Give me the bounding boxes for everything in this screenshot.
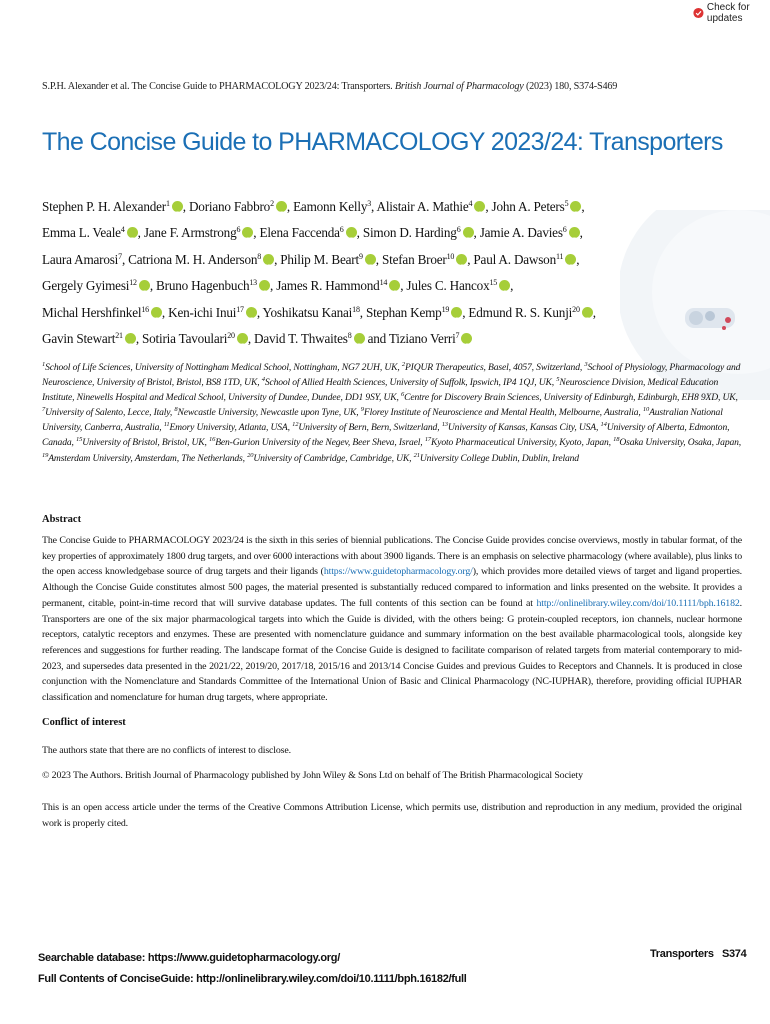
affiliation-text: University of Bern, Bern, Switzerland, [298, 422, 442, 434]
author-affiliation-number: 14 [379, 278, 388, 288]
author-separator: , [161, 304, 169, 320]
orcid-icon[interactable] [461, 333, 472, 344]
author [42, 331, 136, 346]
conflict-text: The authors state that there are no conflicts of interest to disclose. [42, 745, 291, 756]
author-affiliation-number: 17 [236, 304, 244, 314]
orcid-icon[interactable] [565, 254, 576, 265]
author-separator: , [462, 304, 469, 320]
author-separator: , [356, 225, 363, 241]
footer-links [38, 948, 467, 990]
affiliation-number: 5 [556, 376, 560, 384]
abstract-part-1: The Concise Guide to PHARMACOLOGY 2023/24 is the sixth in this series of biennial publications. The Concise Guide provides concise overviews, mostly in tabular format, of the key properties of approximately 1800 drug targets, and over 6000 interactions with about 3900 ligands. There is an emphasis on selective pharmacology (where available), plus links to the open access knowledgebase source of drug targets and their ligands ( [42, 535, 742, 578]
author-affiliation-number: 20 [227, 331, 235, 341]
author-name: Ken-ichi Inui [168, 304, 237, 320]
affiliation-number: 1 [42, 361, 46, 368]
abstract-text [42, 533, 742, 706]
author-separator: , [510, 278, 514, 294]
author-affiliation-number: 10 [446, 251, 455, 261]
author-affiliation-number: 4 [120, 225, 125, 235]
check-for-updates-badge[interactable] [693, 2, 770, 24]
affiliation-text: Ben-Gurion University of the Negev, Beer Sheva, Israel, [215, 437, 425, 449]
author-name: Philip M. Beart [280, 251, 359, 267]
author-name: Tiziano Verri [388, 331, 456, 347]
copyright-text: © 2023 The Authors. British Journal of Pharmacology published by John Wiley & Sons Ltd on behalf of The British Pharmacological Society [42, 770, 583, 781]
author-name: Gergely Gyimesi [42, 278, 130, 294]
affiliation-text: Osaka University, Osaka, Japan, [619, 437, 742, 449]
affiliation-number: 8 [174, 406, 178, 414]
affiliation-text: School of Allied Health Sciences, University of Suffolk, Ipswich, IP4 1QJ, UK, [264, 377, 557, 389]
author-name: Eamonn Kelly [293, 199, 368, 214]
author [156, 278, 270, 293]
affiliation-number: 7 [42, 406, 46, 414]
author-separator: , [137, 225, 144, 241]
abstract-part-3: . Transporters are one of the six major pharmacological targets into which the Guide is divided, with the others being: G protein-coupled receptors, ion channels, nuclear hormone receptors, catalytic receptors and enzymes. These are presented with nomenclature guidance and summary information on the best available pharmacological tools, alongside key references and suggestions for further reading. The landscape format of the Concise Guide is designed to facilitate comparison of related targets from material contemporary to mid-2023, and supersedes data presented in the 2021/22, 2019/20, 2017/18, 2015/16 and 2013/14 Concise Guides and previous Guides to Receptors and Channels. It is produced in close conjunction with the Nomenclature and Standards Committee of the International Union of Basic and Clinical Pharmacology (NC-IUPHAR), therefore, providing official IUPHAR classification and nomenclature for human drug targets, where appropriate. [42, 597, 742, 704]
author [42, 278, 150, 293]
orcid-icon[interactable] [570, 201, 581, 212]
affiliation-number: 3 [584, 361, 588, 368]
author-affiliation-number: 6 [236, 225, 241, 235]
affiliation-number: 20 [247, 451, 254, 459]
author-separator: , [274, 251, 281, 267]
article-title: The Concise Guide to PHARMACOLOGY 2023/24: Transporters [42, 128, 723, 156]
check-updates-icon [693, 6, 704, 20]
affiliation-text: Amsterdam University, Amsterdam, The Netherlands, [48, 452, 248, 464]
orcid-icon[interactable] [246, 307, 257, 318]
author-affiliation-number: 7 [455, 331, 460, 341]
orcid-icon[interactable] [237, 333, 248, 344]
affiliation-number: 4 [261, 376, 265, 384]
author-separator: , [400, 278, 407, 294]
author [382, 252, 467, 267]
affiliation-number: 13 [441, 421, 448, 429]
author-affiliation-number: 1 [165, 199, 170, 208]
author-list [42, 194, 602, 352]
running-head-journal: British Journal of Pharmacology [394, 81, 524, 92]
author-separator: , [286, 199, 294, 214]
author [366, 305, 462, 320]
author-name: Bruno Hagenbuch [156, 278, 250, 294]
orcid-icon[interactable] [172, 201, 183, 212]
page-footer [650, 948, 746, 960]
running-head-suffix: (2023) 180, S374-S469 [525, 81, 618, 92]
author [189, 199, 287, 214]
check-updates-label: Check for updates [706, 2, 750, 24]
page-number: S374 [721, 948, 747, 960]
author-affiliation-number: 3 [367, 199, 372, 208]
author [144, 225, 253, 240]
orcid-icon[interactable] [346, 227, 357, 238]
author [259, 225, 356, 240]
abstract-part-2: ), which provides more detailed views of target and ligand properties. Although the Concise Guide constitutes almost 500 pages, the material presented is substantially reduced compared to information and links presented on the website. It provides a permanent, citable, point-in-time record that will survive database updates. The full contents of this section can be found at [42, 566, 742, 609]
author-separator: , [576, 251, 580, 267]
author-affiliation-number: 11 [555, 251, 564, 261]
author-separator: , [371, 199, 377, 214]
author-affiliation-number: 15 [489, 278, 498, 288]
orcid-icon[interactable] [125, 333, 136, 344]
license-text: This is an open access article under the terms of the Creative Commons Attribution License, which permits use, distribution and reproduction in any medium, provided the original work is properly cited. [42, 802, 742, 829]
author [491, 199, 585, 214]
author-separator: , [592, 304, 596, 320]
author-name: Doriano Fabbro [188, 199, 271, 214]
author-separator: , [135, 331, 143, 347]
affiliation-number: 19 [42, 451, 49, 459]
affiliation-text: Neuroscience Division, Medical Education Institute, Ninewells Hospital and Medical School, University of Dundee, Dundee, DD1 9SY, UK, [42, 377, 719, 404]
orcid-icon[interactable] [127, 227, 138, 238]
author-separator: , [375, 251, 382, 267]
author-name: David T. Thwaites [254, 331, 348, 347]
author-affiliation-number: 19 [441, 304, 450, 314]
author [42, 225, 138, 240]
affiliation-text: University College Dublin, Dublin, Ireland [419, 452, 579, 464]
author-name: Simon D. Harding [362, 225, 457, 241]
author-name: Gavin Stewart [42, 331, 116, 347]
affiliation-number: 18 [613, 436, 620, 444]
author [276, 278, 400, 293]
affiliation-number: 9 [360, 406, 364, 414]
affiliation-text: Centre for Discovery Brain Sciences, University of Edinburgh, Edinburgh, EH8 9XD, UK, [404, 392, 738, 404]
author-name: Catriona M. H. Anderson [128, 251, 258, 267]
author-name: Jane F. Armstrong [143, 225, 237, 241]
affiliation-text: Emory University, Atlanta, USA, [169, 422, 293, 434]
affiliation-text: PIQUR Therapeutics, Basel, 4057, Switzerland, [404, 362, 585, 373]
full-contents-footer-link[interactable]: Full Contents of ConciseGuide: http://onlinelibrary.wiley.com/doi/10.1111/bph.16182/full [38, 973, 467, 985]
author-affiliation-number: 20 [572, 304, 580, 314]
orcid-icon[interactable] [242, 227, 253, 238]
author-name: Jamie A. Davies [479, 225, 563, 241]
affiliation-text: University of Kansas, Kansas City, USA, [447, 422, 601, 434]
running-head [42, 81, 742, 92]
author-name: Stephan Kemp [365, 304, 442, 320]
author-affiliation-number: 8 [347, 331, 352, 341]
affiliation-text: Newcastle University, Newcastle upon Tyne, UK, [177, 407, 361, 419]
author [280, 252, 376, 267]
author [468, 305, 592, 320]
author [293, 199, 371, 214]
author [363, 225, 474, 240]
author-name: John A. Peters [491, 199, 565, 214]
author-affiliation-number: 16 [141, 304, 149, 314]
author-separator: , [473, 225, 480, 241]
author-affiliation-number: 5 [564, 199, 569, 208]
author-name: Elena Faccenda [259, 225, 340, 241]
author-affiliation-number: 6 [339, 225, 344, 235]
author-separator: , [269, 278, 277, 294]
orcid-icon[interactable] [259, 280, 270, 291]
author-affiliation-number: 9 [358, 251, 363, 261]
affiliation-number: 14 [600, 421, 607, 429]
author-name: Stefan Broer [381, 251, 447, 267]
affiliation-number: 12 [292, 421, 299, 429]
author-separator: , [149, 278, 157, 294]
orcid-icon[interactable] [389, 280, 400, 291]
affiliation-text: University of Cambridge, Cambridge, UK, [253, 452, 414, 464]
author [254, 331, 364, 346]
author-separator: and [364, 331, 389, 347]
author-name: Paul A. Dawson [473, 251, 556, 267]
orcid-icon[interactable] [499, 280, 510, 291]
orcid-icon[interactable] [354, 333, 365, 344]
full-contents-link[interactable]: http://onlinelibrary.wiley.com/doi/10.1111/bph.16182 [536, 597, 740, 609]
orcid-icon[interactable] [276, 201, 287, 212]
author-name: Jules C. Hancox [406, 278, 490, 294]
author-affiliation-number: 6 [562, 225, 567, 235]
author-name: Yoshikatsu Kanai [262, 304, 353, 320]
author-separator: , [121, 251, 129, 267]
author-name: Edmund R. S. Kunji [468, 304, 573, 320]
author-separator: , [359, 304, 366, 320]
orcid-icon[interactable] [451, 307, 462, 318]
affiliation-text: School of Life Sciences, University of Nottingham Medical School, Nottingham, NG7 2UH, UK, [45, 362, 402, 373]
author-affiliation-number: 8 [257, 251, 262, 261]
author-name: Laura Amarosi [42, 251, 119, 267]
orcid-icon[interactable] [582, 307, 593, 318]
author [263, 305, 360, 320]
affiliation-number: 11 [163, 421, 170, 429]
author-separator: , [485, 199, 492, 214]
author-name: Stephen P. H. Alexander [42, 199, 166, 214]
running-head-prefix: S.P.H. Alexander et al. The Concise Guide to PHARMACOLOGY 2023/24: Transporters. [42, 81, 393, 92]
affiliation-text: Australian National University, Canberra, Australia, [42, 407, 723, 434]
orcid-icon[interactable] [456, 254, 467, 265]
searchable-database-link[interactable]: Searchable database: https://www.guidetopharmacology.org/ [38, 952, 340, 964]
abstract-heading: Abstract [42, 514, 82, 525]
affiliation-number: 10 [642, 406, 650, 414]
author [480, 225, 580, 240]
author-separator: , [247, 331, 255, 347]
author-affiliation-number: 18 [352, 304, 360, 314]
author-name: Michal Hershfinkel [42, 304, 142, 320]
author-affiliation-number: 7 [118, 251, 122, 261]
orcid-icon[interactable] [474, 201, 485, 212]
author-name: Sotiria Tavoulari [142, 331, 228, 347]
affiliation-text: Florey Institute of Neuroscience and Mental Health, Melbourne, Australia, [363, 407, 643, 419]
author-affiliation-number: 2 [270, 199, 274, 208]
orcid-icon[interactable] [365, 254, 376, 265]
author [473, 252, 576, 267]
orcid-icon[interactable] [263, 254, 274, 265]
section-name: Transporters [650, 948, 714, 960]
orcid-icon[interactable] [151, 307, 162, 318]
guidetopharmacology-link[interactable]: https://www.guidetopharmacology.org/ [323, 566, 473, 578]
author-name: James R. Hammond [276, 278, 380, 294]
author-name: Alistair A. Mathie [376, 199, 469, 214]
orcid-icon[interactable] [569, 227, 580, 238]
author-separator: , [581, 199, 585, 214]
author [377, 199, 486, 214]
author-separator: , [256, 304, 263, 320]
affiliation-text: University of Alberta, Edmonton, Canada, [42, 422, 730, 449]
affiliation-text: University of Salento, Lecce, Italy, [45, 407, 175, 419]
orcid-icon[interactable] [463, 227, 474, 238]
author-affiliation-number: 13 [249, 278, 257, 288]
author-separator: , [182, 199, 189, 214]
author [42, 252, 122, 267]
author-separator: , [579, 225, 583, 241]
affiliation-text: Kyoto Pharmaceutical University, Kyoto, Japan, [431, 437, 614, 449]
affiliation-number: 6 [401, 391, 405, 399]
author [168, 305, 257, 320]
orcid-icon[interactable] [139, 280, 150, 291]
author-affiliation-number: 12 [129, 278, 137, 288]
author [42, 199, 183, 214]
author-name: Emma L. Veale [42, 225, 121, 241]
author-affiliation-number: 21 [115, 331, 123, 341]
conflict-heading: Conflict of interest [42, 717, 126, 728]
affiliations [42, 360, 742, 466]
affiliation-text: School of Physiology, Pharmacology and Neuroscience, University of Bristol, Bristol, BS8 1TD, UK, [42, 362, 741, 389]
author-separator: , [253, 225, 260, 241]
affiliation-text: University of Bristol, Bristol, UK, [82, 437, 209, 449]
affiliation-number: 17 [424, 436, 432, 444]
affiliation-number: 15 [75, 436, 83, 444]
affiliation-number: 21 [413, 451, 420, 459]
author-separator: , [467, 251, 474, 267]
affiliation-number: 2 [401, 361, 405, 368]
affiliation-number: 16 [208, 436, 216, 444]
author-affiliation-number: 6 [456, 225, 461, 235]
author-affiliation-number: 4 [468, 199, 473, 208]
